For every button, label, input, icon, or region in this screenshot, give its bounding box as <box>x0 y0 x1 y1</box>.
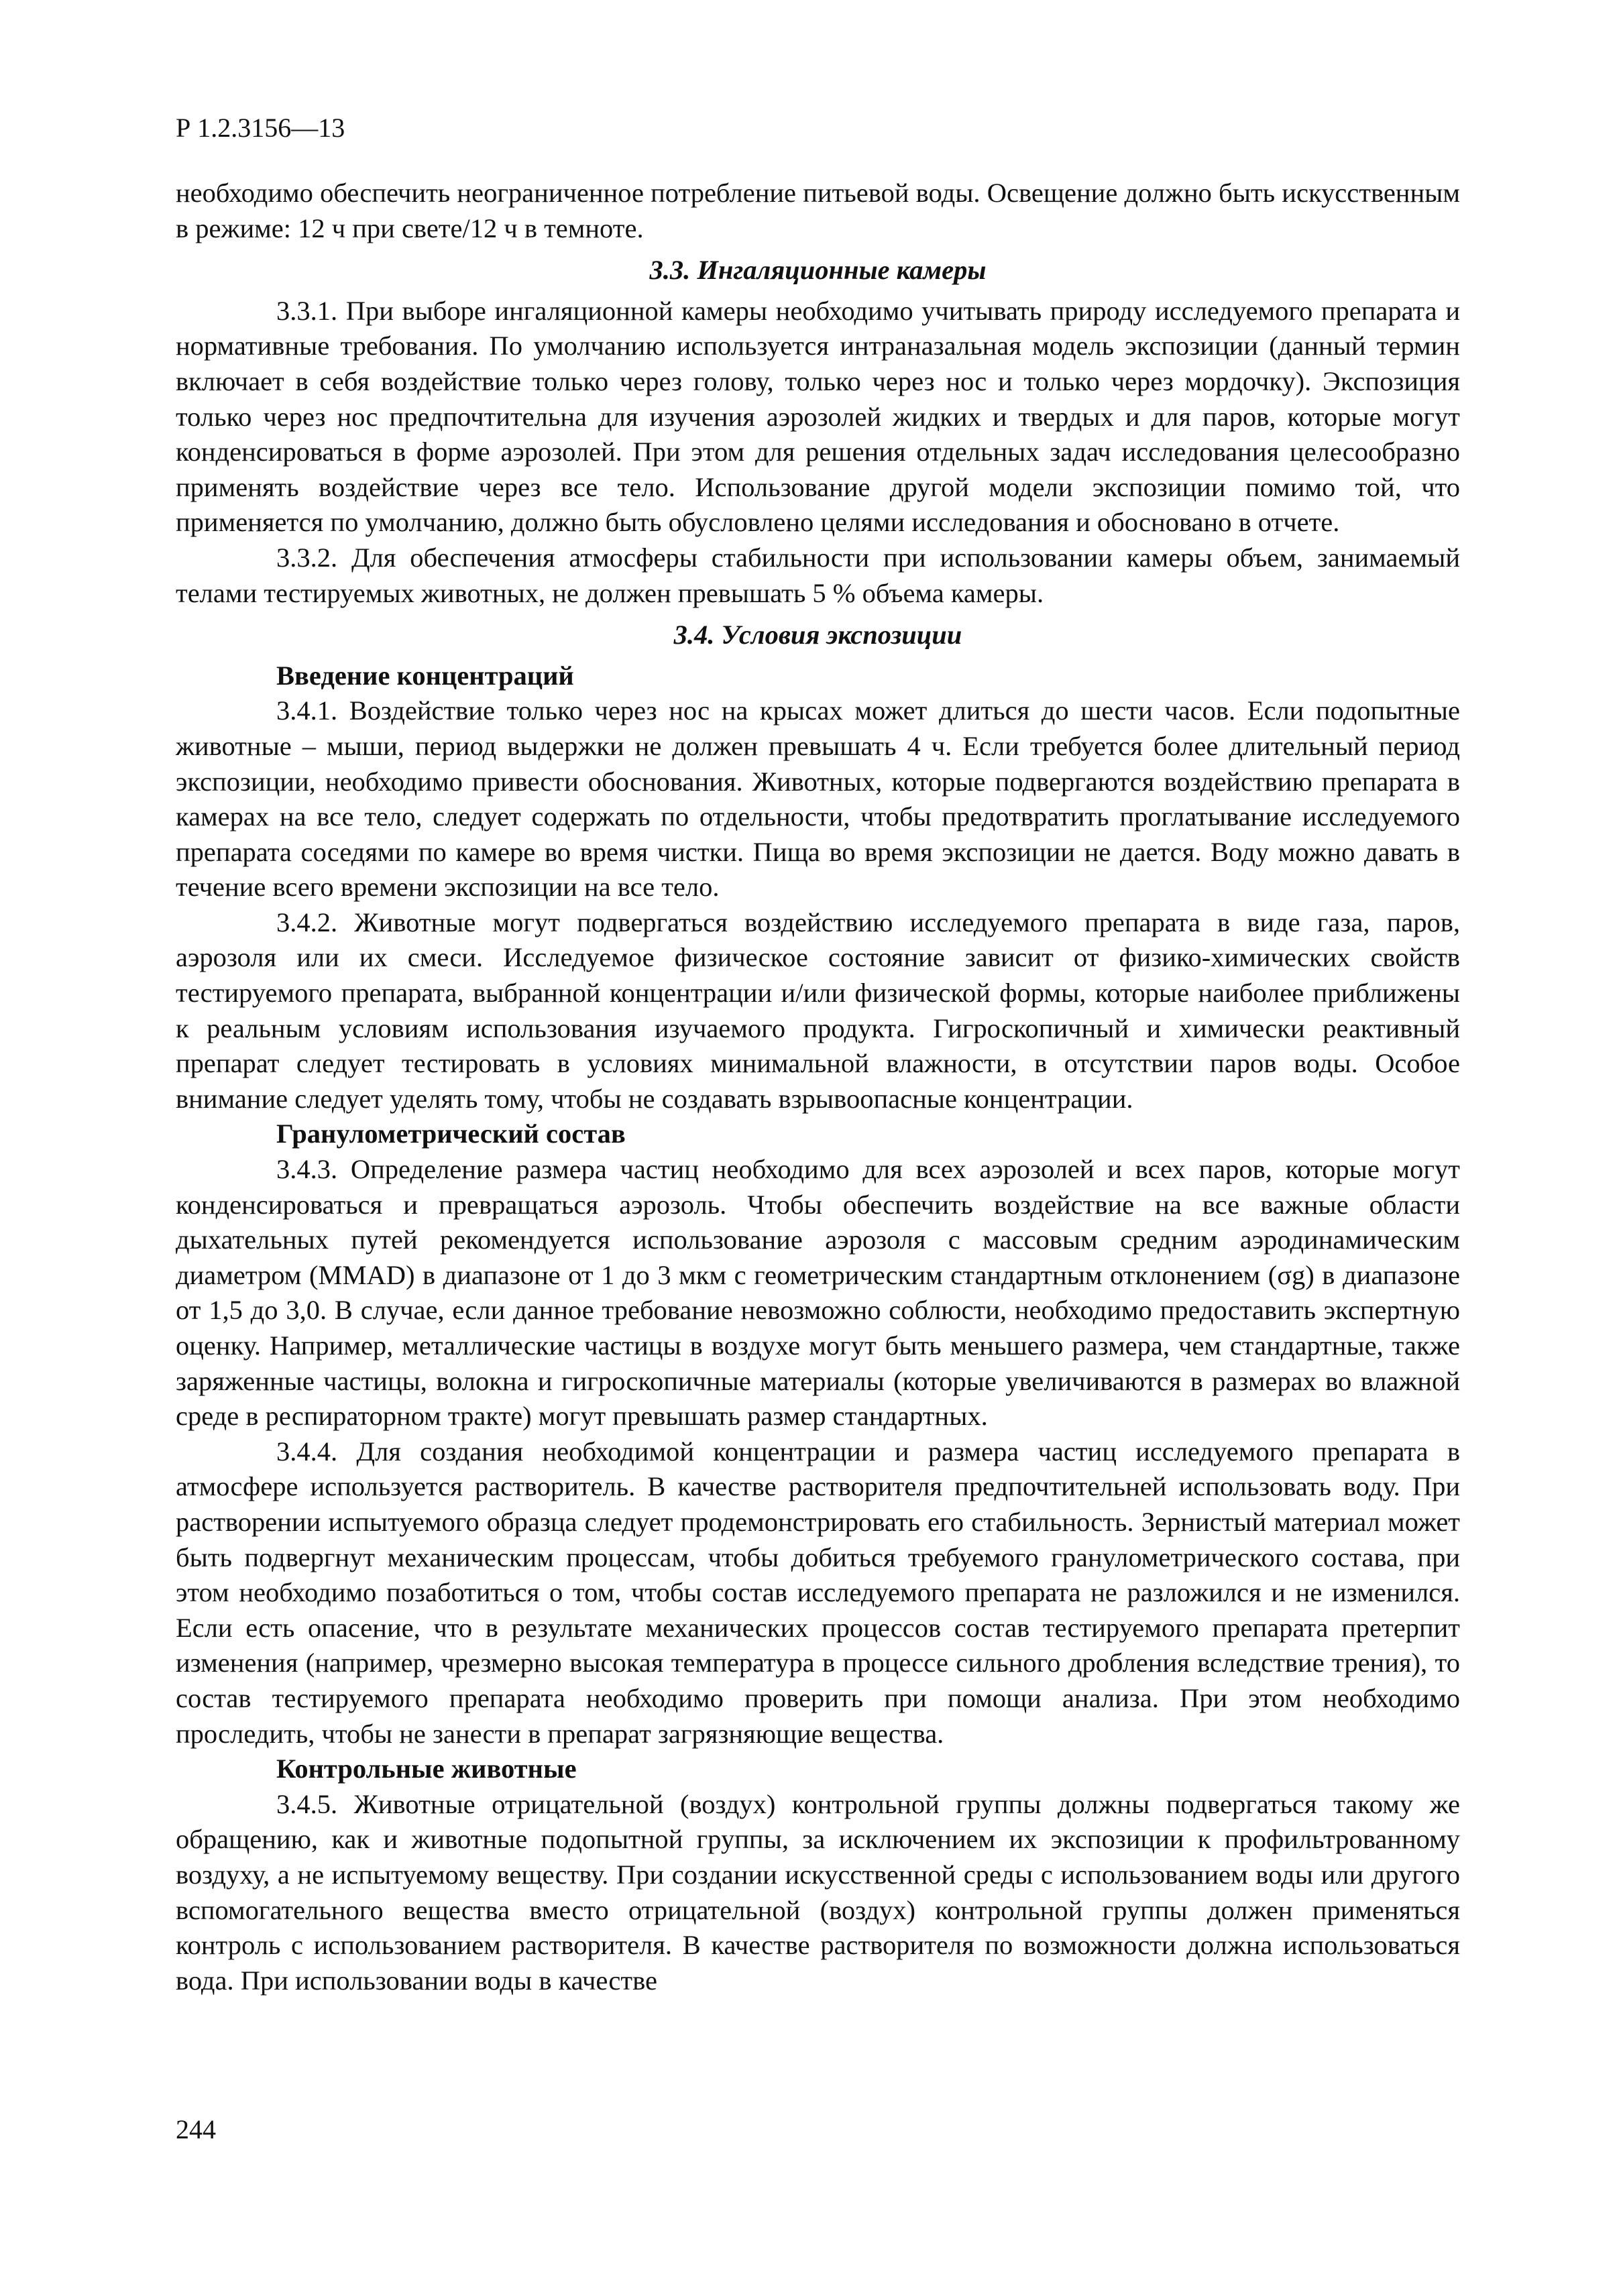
paragraph-3-3-2: 3.3.2. Для обеспечения атмосферы стабильности при использовании камеры объем, занимаемый телами тестируемых животных, не должен превышать 5 % объема камеры. <box>176 542 1460 608</box>
document-code-header: Р 1.2.3156—13 <box>176 113 345 143</box>
paragraph-3-4-4: 3.4.4. Для создания необходимой концентрации и размера частиц исследуемого препарата в атмосфере используется растворитель. В качестве растворителя предпочтительней использовать воду. При растворении испытуемого образца следует продемонстрировать его стабильность. Зернистый материал может быть подвергнут механическим процессам, чтобы добиться требуемого гранулометрического состава, при этом необходимо позаботиться о том, чтобы состав исследуемого препарата не разложился и не изменился. Если есть опасение, что в результате механических процессов состав тестируемого препарата претерпит изменения (например, чрезмерно высокая температура в процессе сильного дробления вследствие трения), то состав тестируемого препарата необходимо проверить при помощи анализа. При этом необходимо проследить, чтобы не занести в препарат загрязняющие вещества. <box>176 1436 1460 1749</box>
document-body <box>176 176 1460 1998</box>
paragraph-3-4-5: 3.4.5. Животные отрицательной (воздух) контрольной группы должны подвергаться такому же обращению, как и животные подопытной группы, за исключением их экспозиции к профильтрованному воздуху, а не испытуемому веществу. При создании искусственной среды с использованием воды или другого вспомогательного вещества вместо отрицательной (воздух) контрольной группы должен применяться контроль с использованием растворителя. В качестве растворителя по возможности должна использоваться вода. При использовании воды в качестве <box>176 1788 1460 1996</box>
subsection-control-animals-title: Контрольные животные <box>276 1754 577 1784</box>
intro-paragraph: необходимо обеспечить неограниченное потребление питьевой воды. Освещение должно быть искусственным в режиме: 12 ч при свете/12 ч в темноте. <box>176 178 1460 243</box>
subsection-particle-size-title: Гранулометрический состав <box>276 1118 626 1149</box>
page-number: 244 <box>176 2114 216 2144</box>
section-3-4-title: 3.4. Условия экспозиции <box>673 620 962 650</box>
section-3-3-title: 3.3. Ингаляционные камеры <box>649 255 987 286</box>
paragraph-3-4-3: 3.4.3. Определение размера частиц необходимо для всех аэрозолей и всех паров, которые могут конденсироваться и превращаться аэрозоль. Чтобы обеспечить воздействие на все важные области дыхательных путей рекомендуется использование аэрозоля с массовым средним аэродинамическим диаметром (MMAD) в диапазоне от 1 до 3 мкм с геометрическим стандартным отклонением (σg) в диапазоне от 1,5 до 3,0. В случае, если данное требование невозможно соблюсти, необходимо предоставить экспертную оценку. Например, металлические частицы в воздухе могут быть меньшего размера, чем стандартные, также заряженные частицы, волокна и гигроскопичные материалы (которые увеличиваются в размерах во влажной среде в респираторном тракте) могут превышать размер стандартных. <box>176 1154 1460 1432</box>
paragraph-3-3-1: 3.3.1. При выборе ингаляционной камеры необходимо учитывать природу исследуемого препарата и нормативные требования. По умолчанию используется интраназальная модель экспозиции (данный термин включает в себя воздействие только через голову, только через нос и только через мордочку). Экспозиция только через нос предпочтительна для изучения аэрозолей жидких и твердых и для паров, которые могут конденсироваться в форме аэрозолей. При этом для решения отдельных задач исследования целесообразно применять воздействие через все тело. Использование другой модели экспозиции помимо той, что применяется по умолчанию, должно быть обусловлено целями исследования и обосновано в отчете. <box>176 295 1460 538</box>
paragraph-3-4-2: 3.4.2. Животные могут подвергаться воздействию исследуемого препарата в виде газа, паров, аэрозоля или их смеси. Исследуемое физическое состояние зависит от физико-химических свойств тестируемого препарата, выбранной концентрации и/или физической формы, которые наиболее приближены к реальным условиям использования изучаемого продукта. Гигроскопичный и химически реактивный препарат следует тестировать в условиях минимальной влажности, в отсутствии паров воды. Особое внимание следует уделять тому, чтобы не создавать взрывоопасные концентрации. <box>176 907 1460 1114</box>
paragraph-3-4-1: 3.4.1. Воздействие только через нос на крысах может длиться до шести часов. Если подопытные животные – мыши, период выдержки не должен превышать 4 ч. Если требуется более длительный период экспозиции, необходимо привести обоснования. Животных, которые подвергаются воздействию препарата в камерах на все тело, следует содержать по отдельности, чтобы предотвратить проглатывание исследуемого препарата соседями по камере во время чистки. Пища во время экспозиции не дается. Воду можно давать в течение всего времени экспозиции на все тело. <box>176 695 1460 903</box>
subsection-concentration-title: Введение концентраций <box>276 660 574 691</box>
